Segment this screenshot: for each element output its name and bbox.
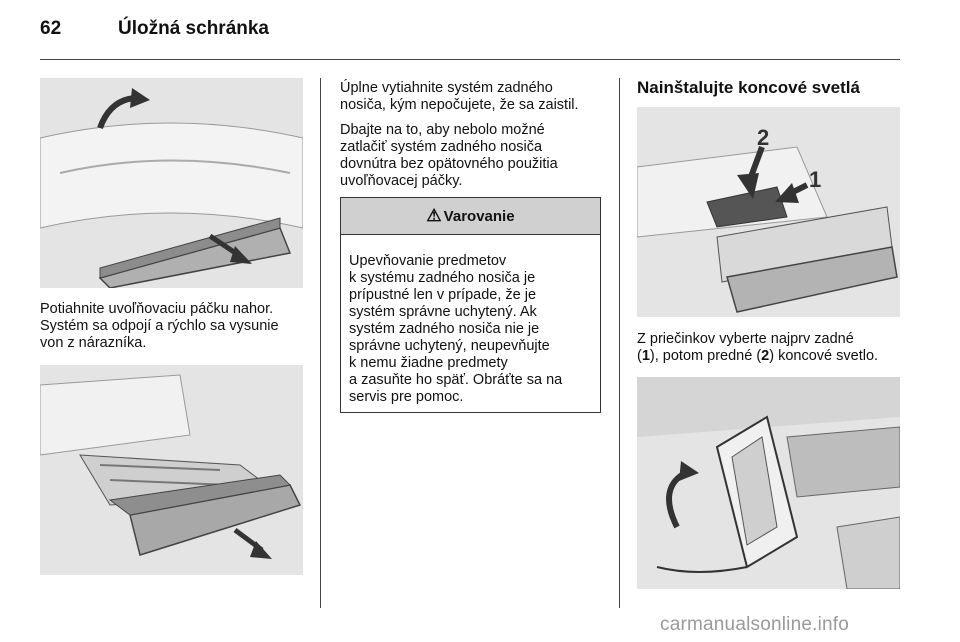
caption-text: ), potom predné (: [649, 348, 762, 364]
caption-number-1: 1: [641, 348, 650, 364]
warning-header: [341, 198, 600, 235]
figure-label-2: 2: [757, 125, 770, 150]
warning-line: systém zadného nosiča nie je: [349, 321, 540, 337]
warning-line: správne uchytený, neupevňujte: [349, 338, 550, 354]
warning-icon: ⚠: [426, 206, 442, 225]
warning-line: k nemu žiadne predmety: [349, 355, 508, 371]
warning-line: k systému zadného nosiča je: [349, 270, 536, 286]
paragraph-line: Dbajte na to, aby nebolo možné: [340, 122, 545, 138]
taillight-install-illustration: [637, 377, 900, 589]
warning-line: servis pre pomoc.: [349, 389, 464, 405]
extended-carrier-illustration: [40, 365, 303, 575]
caption-number-2: 2: [761, 348, 770, 364]
warning-line: prípustné len v prípade, že je: [349, 287, 537, 303]
warning-body: [341, 235, 600, 406]
figure-extended-carrier: [40, 365, 303, 575]
figure-label-1: 1: [809, 167, 822, 192]
warning-box: [340, 197, 601, 413]
warning-line: a zasuňte ho späť. Obráťte sa na: [349, 372, 563, 388]
page-title: Úložná schránka: [118, 18, 269, 39]
caption-line: Potiahnite uvoľňovaciu páčku nahor.: [40, 301, 274, 317]
caption-release-lever: [40, 301, 310, 352]
paragraph-line: uvoľňovacej páčky.: [340, 173, 463, 189]
paragraph-caution: [340, 122, 610, 190]
section-title: Nainštalujte koncové svetlá: [637, 78, 860, 97]
figure-taillight-install: [637, 377, 900, 589]
caption-line: [637, 348, 907, 365]
caption-text: ) koncové svetlo.: [769, 348, 879, 364]
caption-line: Systém sa odpojí a rýchlo sa vysunie: [40, 318, 279, 334]
column-divider-2: [619, 78, 620, 608]
header-divider: [40, 59, 900, 60]
paragraph-pull-out: [340, 80, 610, 114]
figure-release-lever: [40, 78, 303, 288]
column-divider-1: [320, 78, 321, 608]
warning-line: systém správne uchytený. Ak: [349, 304, 537, 320]
figure-taillight-pockets: [637, 107, 900, 317]
paragraph-line: dovnútra bez opätovného použitia: [340, 156, 558, 172]
warning-line: Upevňovanie predmetov: [349, 253, 507, 269]
taillight-pockets-illustration: [637, 107, 900, 317]
page-number: 62: [40, 18, 62, 39]
paragraph-line: zatlačiť systém zadného nosiča: [340, 139, 543, 155]
caption-line: von z nárazníka.: [40, 335, 147, 351]
watermark: carmanualsonline.info: [660, 614, 850, 635]
release-lever-illustration: [40, 78, 303, 288]
caption-line: Z priečinkov vyberte najprv zadné: [637, 331, 854, 347]
warning-title: Varovanie: [443, 207, 515, 225]
paragraph-line: Úplne vytiahnite systém zadného: [340, 80, 553, 96]
page-header: [40, 18, 900, 58]
paragraph-line: nosiča, kým nepočujete, že sa zaistil.: [340, 97, 579, 113]
caption-taillights: [637, 331, 907, 365]
caption-text: (: [637, 348, 642, 364]
